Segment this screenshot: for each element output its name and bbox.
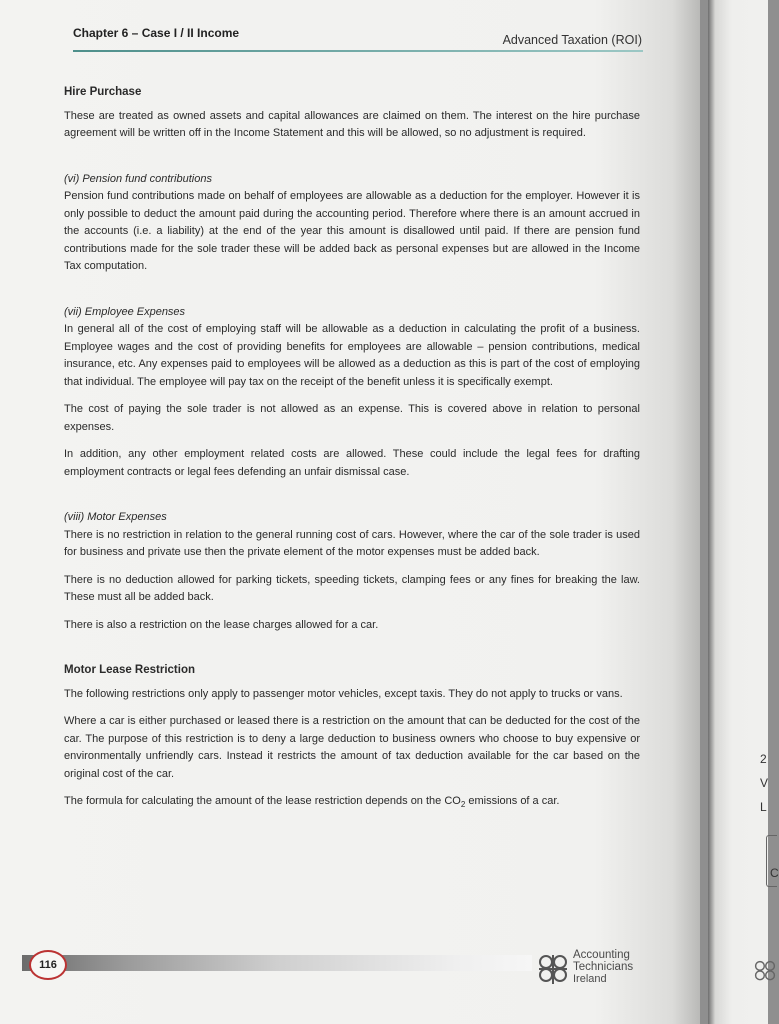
paragraph: There is also a restriction on the lease charges allowed for a car. — [64, 618, 379, 631]
adjacent-page-text: 2 — [760, 752, 767, 766]
celtic-knot-icon — [752, 958, 778, 984]
logo-line: Technicians — [573, 961, 634, 973]
footer-bar — [22, 955, 532, 971]
page-content — [64, 84, 640, 814]
section-heading-lease: Motor Lease Restriction — [64, 664, 195, 676]
adjacent-page-edge — [708, 0, 779, 1024]
paragraph-co2 — [64, 793, 640, 814]
text-fragment: The formula for calculating the amount of the lease restriction depends on the CO — [64, 795, 461, 807]
celtic-knot-icon — [535, 951, 571, 987]
section-heading-employee: (vii) Employee Expenses — [64, 305, 186, 318]
header-divider — [73, 50, 643, 52]
subscript: 2 — [460, 800, 466, 810]
logo-line: Accounting — [573, 949, 630, 961]
adjacent-page-text: L — [760, 800, 767, 814]
chapter-title: Chapter 6 – Case I / II Income — [73, 26, 240, 40]
section-heading-hire-purchase: Hire Purchase — [64, 86, 142, 98]
page-number: 116 — [29, 950, 67, 980]
book-title: Advanced Taxation (ROI) — [502, 33, 642, 47]
paragraph: There is no deduction allowed for parking tickets, speeding tickets, clamping fees or any fines for breaking the law. These must all be added back. — [64, 573, 640, 603]
logo-text — [573, 949, 633, 985]
section-heading-motor: (viii) Motor Expenses — [64, 511, 167, 523]
publisher-logo — [533, 949, 643, 989]
section-heading-pension: (vi) Pension fund contributions — [64, 172, 212, 185]
paragraph: The following restrictions only apply to passenger motor vehicles, except taxis. They do not apply to trucks or vans. — [64, 687, 623, 700]
logo-line: Ireland — [573, 973, 607, 985]
text-fragment: emissions of a car. — [465, 795, 560, 807]
adjacent-page-text: V — [760, 776, 769, 790]
paragraph: In addition, any other employment related costs are allowed. These could include the legal fees for drafting employment contracts or legal fees defending an unfair dismissal case. — [64, 448, 640, 478]
paragraph: In general all of the cost of employing staff will be allowable as a deduction in calculating the profit of a business. Employee wages and the cost of providing benefits for employees are allowable – pension contributions, medical insurance, etc. Any expenses paid to employees will be allowed as a deduction as this is part of the cost of employing that individual. The employee will pay tax on the receipt of the benefit unless it is specifically exempt. — [64, 323, 640, 388]
paragraph: These are treated as owned assets and capital allowances are claimed on them. The interest on the hire purchase agreement will be written off in the Income Statement and this will be allowed, so no adjustment is required. — [64, 109, 640, 139]
paragraph: The cost of paying the sole trader is not allowed as an expense. This is covered above in relation to personal expenses. — [64, 403, 640, 433]
adjacent-page-text: C — [770, 866, 779, 880]
paragraph: Pension fund contributions made on behalf of employees are allowable as a deduction for the employer. However it is only possible to deduct the amount paid during the accounting period. Therefore where there is an amount accrued in the accounts (i.e. a liability) at the end of the year this amount is disallowed until paid. If there are pension fund contributions made for the sole trader these will be added back as personal expenses but are allowed in the Income Tax computation. — [64, 190, 640, 272]
paragraph: Where a car is either purchased or leased there is a restriction on the amount that can be deducted for the cost of the car. The purpose of this restriction is to deny a large deduction to business owners who choose to buy expensive or environmentally unfriendly cars. Instead it restricts the amount of tax deduction available for the car based on the original cost of the car. — [64, 715, 640, 780]
paragraph: There is no restriction in relation to the general running cost of cars. However, where the car of the sole trader is used for business and private use then the private element of the motor expenses must be added back. — [64, 528, 640, 558]
